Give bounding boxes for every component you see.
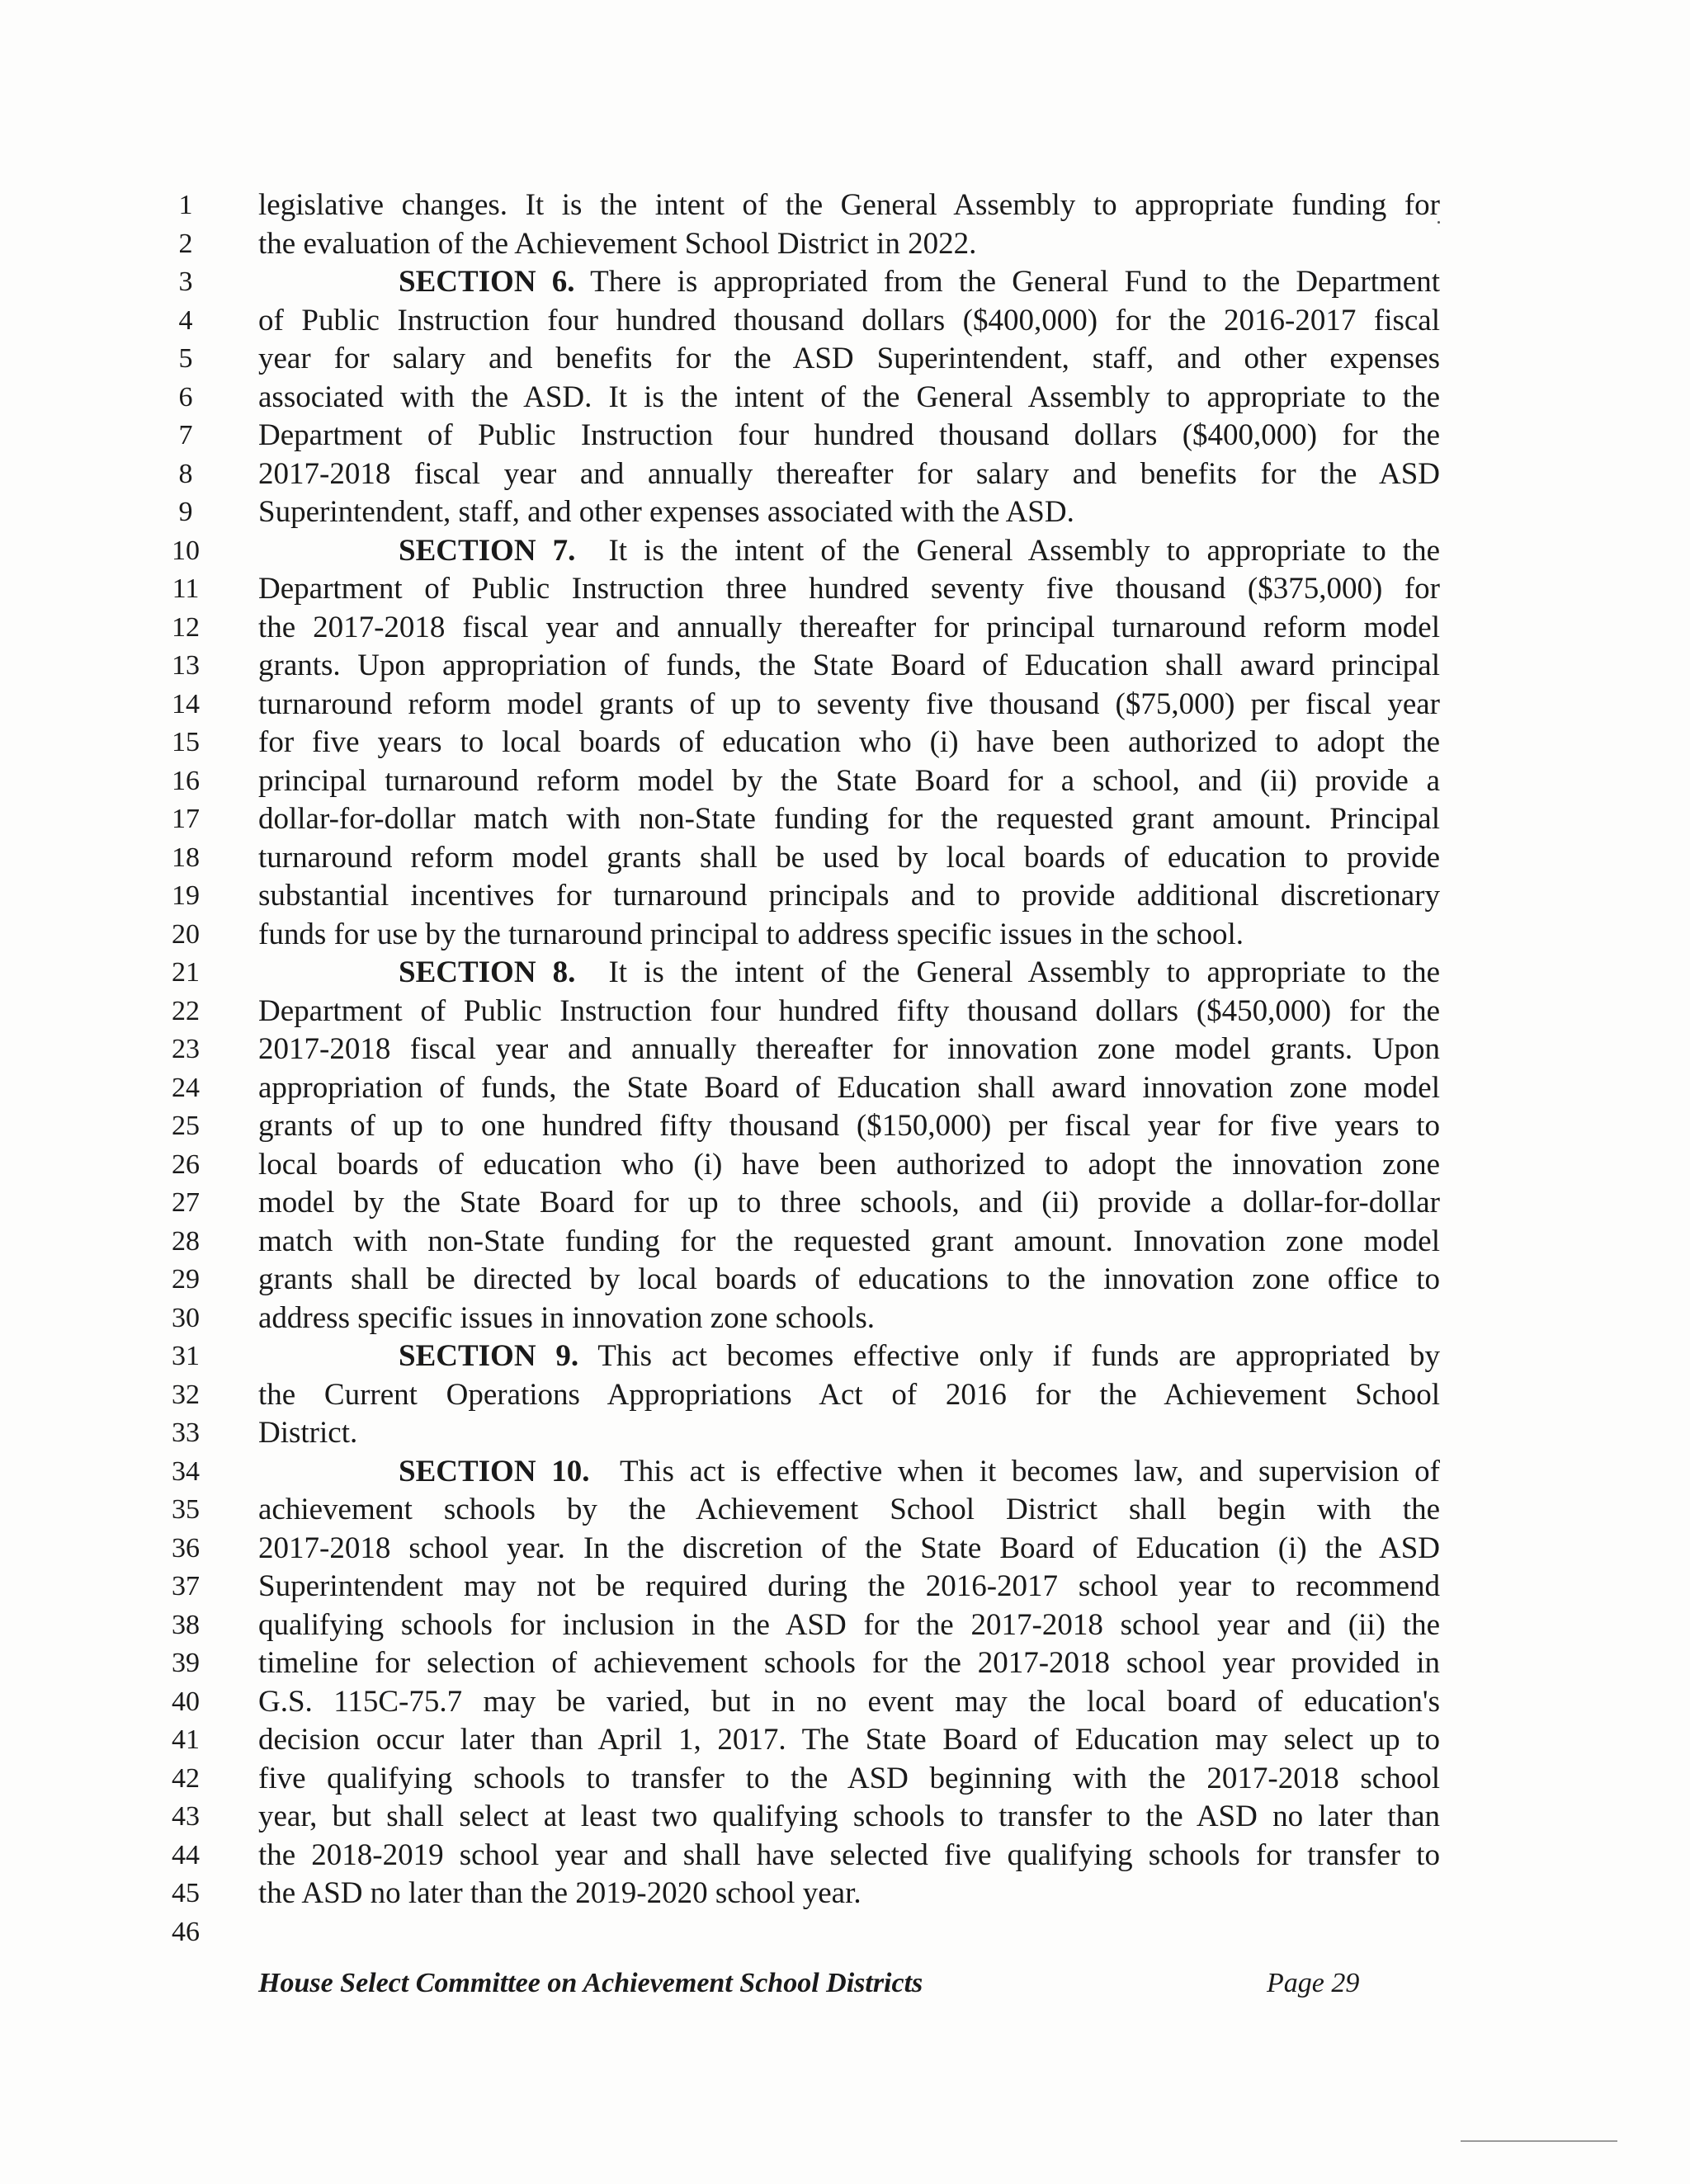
line-text: decision occur later than April 1, 2017. The State Board of Education may select up to (258, 1723, 1440, 1757)
document-line (0, 1337, 1690, 1376)
line-number: 18 (172, 842, 200, 873)
line-text: year, but shall select at least two qualifying schools to transfer to the ASD no later than (258, 1800, 1440, 1833)
line-text: the evaluation of the Achievement School District in 2022. (258, 226, 977, 261)
document-line (0, 1683, 1690, 1722)
line-text: dollar-for-dollar match with non-State funding for the requested grant amount. Principal (258, 802, 1440, 836)
line-number: 3 (178, 267, 193, 297)
section-heading: SECTION 10. (399, 1454, 590, 1488)
line-number: 12 (172, 611, 200, 643)
line-text: appropriation of funds, the State Board of Education shall award innovation zone model (258, 1070, 1440, 1105)
line-number: 26 (172, 1149, 200, 1180)
line-number: 39 (172, 1648, 200, 1678)
line-number: 10 (172, 535, 200, 566)
line-text: grants of up to one hundred fifty thousand ($150,000) per fiscal year for five years to (258, 1109, 1440, 1143)
document-line (0, 225, 1690, 264)
line-text: Department of Public Instruction four hundred thousand dollars ($400,000) for the (258, 418, 1440, 452)
document-line (0, 1261, 1690, 1300)
document-line (0, 647, 1690, 686)
line-text: legislative changes. It is the intent of the General Assembly to appropriate funding for (258, 188, 1440, 222)
document-line (0, 1107, 1690, 1146)
line-text (399, 1453, 1440, 1492)
line-number: 40 (172, 1686, 200, 1717)
line-number: 28 (172, 1225, 200, 1257)
section-heading: SECTION 8. (399, 955, 576, 989)
line-text (399, 954, 1440, 993)
line-text: associated with the ASD. It is the intent of the General Assembly to appropriate to the (258, 380, 1440, 414)
line-text: principal turnaround reform model by the State Board for a school, and (ii) provide a (258, 763, 1440, 798)
line-text: 2017-2018 school year. In the discretion of the State Board of Education (i) the ASD (258, 1531, 1440, 1565)
line-text: the 2018-2019 school year and shall have selected five qualifying schools for transfer to (258, 1837, 1440, 1872)
line-number: 6 (178, 381, 193, 413)
line-number: 45 (172, 1878, 200, 1908)
document-body (0, 186, 1690, 1951)
document-line (0, 302, 1690, 341)
line-text (399, 263, 1440, 302)
line-text: 2017-2018 fiscal year and annually thereafter for innovation zone model grants. Upon (258, 1032, 1440, 1066)
document-line (0, 1760, 1690, 1799)
document-line (0, 916, 1690, 955)
line-number: 42 (172, 1762, 200, 1794)
line-number: 21 (172, 957, 200, 988)
line-text: timeline for selection of achievement schools for the 2017-2018 school year provided in (258, 1646, 1440, 1680)
line-number: 31 (172, 1341, 200, 1371)
line-number: 23 (172, 1034, 200, 1064)
section-heading: SECTION 9. (399, 1339, 579, 1373)
line-number: 34 (172, 1455, 200, 1487)
document-line (0, 1913, 1690, 1952)
line-text: address specific issues in innovation zone schools. (258, 1300, 876, 1335)
document-line (0, 1875, 1690, 1913)
line-number: 30 (172, 1302, 200, 1333)
document-line (0, 1146, 1690, 1185)
line-number: 20 (172, 918, 200, 950)
line-number: 46 (172, 1916, 200, 1947)
line-number: 11 (172, 573, 200, 604)
document-line (0, 1491, 1690, 1530)
line-number: 7 (178, 420, 193, 450)
document-line (0, 1453, 1690, 1492)
section-text: It is the intent of the General Assembly to appropriate to the (575, 533, 1440, 568)
document-line (0, 186, 1690, 225)
document-line (0, 263, 1690, 302)
document-line (0, 1798, 1690, 1837)
line-number: 5 (178, 343, 193, 374)
line-text: grants shall be directed by local boards of educations to the innovation zone office to (258, 1262, 1440, 1296)
document-line (0, 1721, 1690, 1760)
line-text: District. (258, 1416, 358, 1450)
line-number: 24 (172, 1072, 200, 1103)
document-line (0, 1031, 1690, 1069)
document-line (0, 1376, 1690, 1415)
line-text (399, 532, 1440, 571)
line-text: Department of Public Instruction four hundred fifty thousand dollars ($450,000) for the (258, 993, 1440, 1028)
line-number: 16 (172, 765, 200, 796)
line-text: five qualifying schools to transfer to the ASD beginning with the 2017-2018 school (258, 1761, 1440, 1795)
document-line (0, 340, 1690, 379)
line-number: 37 (172, 1571, 200, 1601)
line-text: local boards of education who (i) have been authorized to adopt the innovation zone (258, 1147, 1440, 1182)
line-number: 22 (172, 995, 200, 1026)
line-number: 19 (172, 880, 200, 911)
line-text (399, 1337, 1440, 1376)
line-number: 41 (172, 1724, 200, 1755)
line-text: year for salary and benefits for the ASD Superintendent, staff, and other expenses (258, 342, 1440, 375)
document-line (0, 839, 1690, 878)
line-number: 8 (178, 458, 193, 489)
section-text: This act is effective when it becomes law, and supervision of (589, 1454, 1440, 1488)
line-text: of Public Instruction four hundred thousand dollars ($400,000) for the 2016-2017 fiscal (258, 303, 1440, 337)
document-line (0, 1300, 1690, 1338)
line-number: 9 (178, 497, 193, 527)
line-text: the Current Operations Appropriations Act of 2016 for the Achievement School (258, 1377, 1440, 1412)
section-text: It is the intent of the General Assembly to appropriate to the (575, 955, 1440, 989)
line-text: turnaround reform model grants shall be used by local boards of education to provide (258, 840, 1440, 875)
line-number: 35 (172, 1494, 200, 1525)
line-number: 44 (172, 1839, 200, 1870)
document-line (0, 493, 1690, 532)
line-number: 13 (172, 650, 200, 681)
line-text: G.S. 115C-75.7 may be varied, but in no event may the local board of education's (258, 1684, 1440, 1719)
line-text: Superintendent, staff, and other expenses associated with the ASD. (258, 495, 1074, 529)
line-text: 2017-2018 fiscal year and annually thereafter for salary and benefits for the ASD (258, 456, 1440, 491)
line-text: match with non-State funding for the requested grant amount. Innovation zone model (258, 1224, 1440, 1258)
line-text: Department of Public Instruction three hundred seventy five thousand ($375,000) for (258, 572, 1440, 606)
line-number: 33 (172, 1417, 200, 1448)
line-number: 38 (172, 1609, 200, 1640)
document-line (0, 1184, 1690, 1223)
line-text: qualifying schools for inclusion in the ASD for the 2017-2018 school year and (ii) the (258, 1607, 1440, 1642)
document-line (0, 877, 1690, 916)
document-line (0, 686, 1690, 724)
line-number: 25 (172, 1111, 200, 1141)
line-text: the 2017-2018 fiscal year and annually thereafter for principal turnaround reform model (258, 610, 1440, 644)
line-text: Superintendent may not be required during the 2016-2017 school year to recommend (258, 1569, 1440, 1603)
section-heading: SECTION 6. (399, 265, 575, 299)
line-number: 27 (172, 1187, 200, 1218)
document-line (0, 1530, 1690, 1568)
document-line (0, 1069, 1690, 1108)
document-line (0, 1644, 1690, 1683)
line-number: 17 (172, 804, 200, 834)
section-heading: SECTION 7. (399, 533, 576, 568)
document-line (0, 724, 1690, 762)
document-line (0, 455, 1690, 494)
line-number: 29 (172, 1264, 200, 1295)
document-line (0, 570, 1690, 609)
line-text: achievement schools by the Achievement School District shall begin with the (258, 1493, 1440, 1526)
footer-committee-title: House Select Committee on Achievement School Districts (258, 1968, 923, 1998)
scan-edge-line (1461, 2140, 1617, 2142)
line-text: turnaround reform model grants of up to seventy five thousand ($75,000) per fiscal year (258, 686, 1440, 721)
document-line (0, 1414, 1690, 1453)
line-text: substantial incentives for turnaround principals and to provide additional discretionary (258, 879, 1440, 913)
line-number: 14 (172, 688, 200, 719)
document-line (0, 417, 1690, 455)
document-line (0, 1568, 1690, 1606)
section-text: This act becomes effective only if funds are appropriated by (578, 1339, 1440, 1373)
line-number: 15 (172, 727, 200, 757)
document-line (0, 1837, 1690, 1875)
footer-page-number: Page 29 (1267, 1968, 1360, 1998)
line-number: 32 (172, 1379, 200, 1410)
document-line (0, 800, 1690, 839)
line-number: 4 (178, 304, 193, 336)
section-text: There is appropriated from the General Fund to the Department (574, 265, 1441, 299)
document-line (0, 1606, 1690, 1645)
line-number: 43 (172, 1801, 200, 1832)
line-text: model by the State Board for up to three schools, and (ii) provide a dollar-for-dollar (258, 1186, 1440, 1219)
document-line (0, 609, 1690, 648)
line-text: for five years to local boards of education who (i) have been authorized to adopt the (258, 725, 1440, 759)
line-number: 2 (178, 228, 193, 259)
document-line (0, 762, 1690, 801)
document-line (0, 1223, 1690, 1262)
line-text: grants. Upon appropriation of funds, the State Board of Education shall award principal (258, 649, 1440, 682)
document-line (0, 379, 1690, 417)
line-text: funds for use by the turnaround principal to address specific issues in the school. (258, 917, 1244, 951)
line-number: 1 (178, 190, 193, 220)
document-line (0, 954, 1690, 993)
line-text: the ASD no later than the 2019-2020 school year. (258, 1876, 862, 1910)
document-line (0, 993, 1690, 1031)
document-line (0, 532, 1690, 571)
line-number: 36 (172, 1532, 200, 1564)
